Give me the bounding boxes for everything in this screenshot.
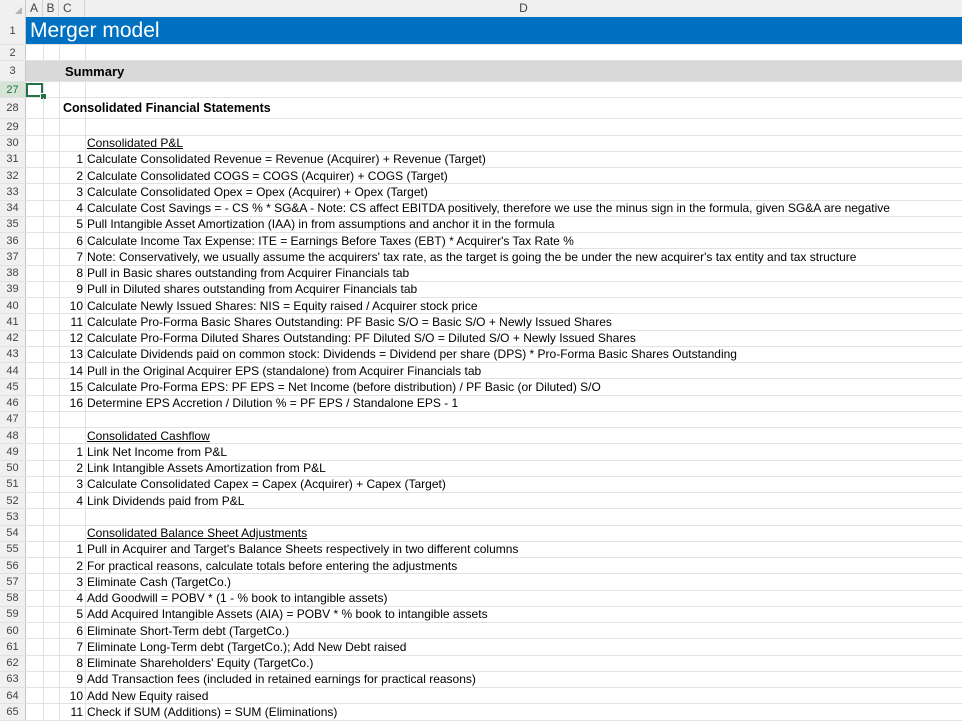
sheet-row [0, 672, 962, 688]
column-gridline [85, 591, 86, 606]
sheet-row [0, 201, 962, 217]
column-gridline [59, 526, 60, 541]
column-gridline [43, 152, 44, 167]
sheet-row [0, 542, 962, 558]
sheet-row [0, 217, 962, 233]
step-number-cell[interactable]: 9 [76, 282, 83, 297]
sheet-row [0, 45, 962, 61]
sheet-row [0, 428, 962, 444]
sheet-row [0, 444, 962, 460]
row-header[interactable]: 62 [0, 656, 26, 671]
sheet-row [0, 119, 962, 135]
sheet-row [0, 412, 962, 428]
step-description-cell[interactable]: Link Intangible Assets Amortization from P&L [87, 461, 326, 476]
subsection-heading[interactable]: Consolidated Cashflow [87, 428, 210, 443]
row-header[interactable]: 56 [0, 558, 26, 573]
step-number-cell[interactable]: 14 [69, 363, 83, 378]
column-gridline [43, 672, 44, 687]
column-gridline [85, 45, 86, 60]
row-header[interactable]: 41 [0, 314, 26, 329]
step-description-cell[interactable]: Pull in Acquirer and Target's Balance Sheets respectively in two different columns [87, 542, 519, 557]
column-gridline [43, 526, 44, 541]
column-gridline [85, 217, 86, 232]
step-description-cell[interactable]: Link Net Income from P&L [87, 444, 228, 459]
column-header-c[interactable]: C [59, 0, 85, 17]
sheet-row [0, 574, 962, 590]
step-number-cell[interactable]: 3 [76, 477, 83, 492]
step-number-cell[interactable]: 3 [76, 574, 83, 589]
row-header[interactable]: 63 [0, 672, 26, 687]
step-description-cell[interactable]: Calculate Pro-Forma EPS: PF EPS = Net Income (before distribution) / PF Basic (or Diluted) S/O [87, 379, 601, 394]
row-header[interactable]: 29 [0, 119, 26, 134]
column-gridline [85, 444, 86, 459]
step-description-cell[interactable]: For practical reasons, calculate totals before entering the adjustments [87, 558, 458, 573]
row-header[interactable]: 35 [0, 217, 26, 232]
column-gridline [85, 136, 86, 151]
step-number-cell[interactable]: 6 [76, 233, 83, 248]
step-number-cell[interactable]: 8 [76, 656, 83, 671]
row-header[interactable]: 58 [0, 591, 26, 606]
step-number-cell[interactable]: 9 [76, 672, 83, 687]
column-gridline [43, 428, 44, 443]
column-gridline [85, 526, 86, 541]
column-gridline [43, 477, 44, 492]
sheet-row [0, 363, 962, 379]
column-gridline [85, 672, 86, 687]
sheet-row [0, 61, 962, 82]
sheet-title[interactable]: Merger model [30, 18, 160, 42]
column-header-a[interactable]: A [26, 0, 43, 17]
column-gridline [43, 249, 44, 264]
row-header[interactable]: 30 [0, 136, 26, 151]
sheet-row [0, 591, 962, 607]
column-gridline [85, 542, 86, 557]
row-header[interactable]: 33 [0, 184, 26, 199]
step-description-cell[interactable]: Pull in the Original Acquirer EPS (standalone) from Acquirer Financials tab [87, 363, 482, 378]
column-gridline [43, 688, 44, 703]
step-number-cell[interactable]: 11 [70, 314, 83, 329]
column-gridline [85, 363, 86, 378]
sheet-row [0, 526, 962, 542]
column-gridline [85, 461, 86, 476]
column-gridline [43, 331, 44, 346]
step-description-cell[interactable]: Add New Equity raised [87, 688, 209, 703]
step-description-cell[interactable]: Calculate Pro-Forma Diluted Shares Outstanding: PF Diluted S/O = Diluted S/O + Newly Issued Shares [87, 331, 636, 346]
column-gridline [43, 574, 44, 589]
column-gridline [85, 607, 86, 622]
step-description-cell[interactable]: Add Goodwill = POBV * (1 - % book to intangible assets) [87, 591, 388, 606]
sheet-row [0, 558, 962, 574]
section-heading[interactable]: Consolidated Financial Statements [63, 101, 271, 116]
row-header[interactable]: 36 [0, 233, 26, 248]
column-gridline [59, 98, 60, 118]
row-header[interactable]: 1 [0, 17, 26, 44]
select-all-triangle-icon [15, 7, 22, 14]
column-gridline [85, 184, 86, 199]
subsection-heading[interactable]: Consolidated Balance Sheet Adjustments [87, 526, 308, 541]
column-gridline [85, 688, 86, 703]
step-description-cell[interactable]: Calculate Newly Issued Shares: NIS = Equity raised / Acquirer stock price [87, 298, 478, 313]
column-gridline [43, 298, 44, 313]
column-gridline [43, 217, 44, 232]
step-description-cell[interactable]: Check if SUM (Additions) = SUM (Eliminations) [87, 704, 338, 719]
step-number-cell[interactable]: 4 [76, 591, 83, 606]
column-gridline [43, 444, 44, 459]
step-description-cell[interactable]: Calculate Consolidated Capex = Capex (Acquirer) + Capex (Target) [87, 477, 446, 492]
column-gridline [43, 461, 44, 476]
column-gridline [85, 704, 86, 719]
sheet-row [0, 607, 962, 623]
column-gridline [43, 98, 44, 118]
column-gridline [85, 639, 86, 654]
sheet-grid[interactable] [0, 17, 962, 721]
row-header[interactable]: 52 [0, 493, 26, 508]
step-description-cell[interactable]: Calculate Consolidated Opex = Opex (Acquirer) + Opex (Target) [87, 184, 428, 199]
sheet-row [0, 184, 962, 200]
column-gridline [43, 201, 44, 216]
column-gridline [43, 379, 44, 394]
sheet-row [0, 623, 962, 639]
step-number-cell[interactable]: 15 [69, 379, 83, 394]
sheet-row [0, 98, 962, 119]
row-header[interactable]: 64 [0, 688, 26, 703]
column-gridline [43, 656, 44, 671]
step-description-cell[interactable]: Determine EPS Accretion / Dilution % = PF EPS / Standalone EPS - 1 [87, 396, 459, 411]
step-description-cell[interactable]: Calculate Income Tax Expense: ITE = Earnings Before Taxes (EBT) * Acquirer's Tax Rate % [87, 233, 574, 248]
column-gridline [43, 704, 44, 719]
step-number-cell[interactable]: 3 [76, 184, 83, 199]
sheet-row [0, 168, 962, 184]
select-all-corner[interactable] [0, 0, 26, 17]
row-header[interactable]: 57 [0, 574, 26, 589]
column-gridline [43, 45, 44, 60]
step-number-cell[interactable]: 2 [76, 168, 83, 183]
row-header[interactable]: 27 [0, 82, 26, 97]
row-header[interactable]: 59 [0, 607, 26, 622]
step-number-cell[interactable]: 7 [76, 249, 83, 264]
column-gridline [43, 136, 44, 151]
sheet-row [0, 17, 962, 45]
sheet-row [0, 136, 962, 152]
column-gridline [59, 82, 60, 97]
row-header[interactable]: 60 [0, 623, 26, 638]
step-description-cell[interactable]: Calculate Pro-Forma Basic Shares Outstanding: PF Basic S/O = Basic S/O + Newly Issued Shares [87, 314, 612, 329]
step-number-cell[interactable]: 12 [69, 331, 83, 346]
column-gridline [43, 509, 44, 524]
column-gridline [59, 119, 60, 134]
step-description-cell[interactable]: Calculate Consolidated Revenue = Revenue (Acquirer) + Revenue (Target) [87, 152, 486, 167]
column-header-d[interactable]: D [519, 1, 528, 15]
column-header-bar [0, 0, 962, 18]
column-gridline [85, 119, 86, 134]
row-header[interactable]: 42 [0, 331, 26, 346]
step-number-cell[interactable]: 10 [69, 688, 83, 703]
step-description-cell[interactable]: Note: Conservatively, we usually assume the acquirers' tax rate, as the target is going the be under the new acquirer's tax entity and tax structure [87, 249, 857, 264]
row-header[interactable]: 40 [0, 298, 26, 313]
column-gridline [43, 558, 44, 573]
sheet-row [0, 331, 962, 347]
subsection-heading[interactable]: Consolidated P&L [87, 136, 184, 151]
step-description-cell[interactable]: Pull in Basic shares outstanding from Acquirer Financials tab [87, 266, 410, 281]
column-gridline [85, 82, 86, 97]
column-gridline [59, 45, 60, 60]
sheet-row [0, 704, 962, 720]
column-gridline [85, 379, 86, 394]
step-number-cell[interactable]: 5 [76, 607, 83, 622]
column-gridline [59, 412, 60, 427]
row-header[interactable]: 28 [0, 98, 26, 118]
step-number-cell[interactable]: 4 [76, 493, 83, 508]
column-gridline [85, 347, 86, 362]
step-description-cell[interactable]: Add Acquired Intangible Assets (AIA) = POBV * % book to intangible assets [87, 607, 488, 622]
column-gridline [43, 493, 44, 508]
sheet-row [0, 656, 962, 672]
column-gridline [59, 509, 60, 524]
step-number-cell[interactable]: 2 [76, 558, 83, 573]
row-header[interactable]: 53 [0, 509, 26, 524]
row-header[interactable]: 50 [0, 461, 26, 476]
column-gridline [85, 282, 86, 297]
column-gridline [43, 233, 44, 248]
column-gridline [85, 331, 86, 346]
step-description-cell[interactable]: Eliminate Long-Term debt (TargetCo.); Add New Debt raised [87, 639, 407, 654]
row-header[interactable]: 32 [0, 168, 26, 183]
column-gridline [43, 396, 44, 411]
row-header[interactable]: 3 [0, 61, 26, 81]
sheet-row [0, 493, 962, 509]
sheet-row [0, 509, 962, 525]
row-header[interactable]: 48 [0, 428, 26, 443]
column-header-b[interactable]: B [43, 0, 59, 17]
column-gridline [85, 428, 86, 443]
step-description-cell[interactable]: Pull in Diluted shares outstanding from Acquirer Financials tab [87, 282, 418, 297]
sheet-row [0, 249, 962, 265]
column-gridline [85, 201, 86, 216]
row-header[interactable]: 38 [0, 266, 26, 281]
summary-heading[interactable]: Summary [65, 63, 125, 79]
column-gridline [85, 656, 86, 671]
step-number-cell[interactable]: 6 [76, 623, 83, 638]
row-header[interactable]: 54 [0, 526, 26, 541]
step-number-cell[interactable]: 5 [76, 217, 83, 232]
column-gridline [85, 249, 86, 264]
column-gridline [85, 412, 86, 427]
step-number-cell[interactable]: 1 [76, 542, 83, 557]
step-number-cell[interactable]: 1 [76, 444, 83, 459]
column-gridline [43, 542, 44, 557]
sheet-row [0, 298, 962, 314]
step-number-cell[interactable]: 10 [69, 298, 83, 313]
row-header[interactable]: 2 [0, 45, 26, 60]
column-gridline [85, 152, 86, 167]
column-gridline [43, 314, 44, 329]
row-header[interactable]: 47 [0, 412, 26, 427]
column-gridline [43, 347, 44, 362]
sheet-row [0, 233, 962, 249]
row-header[interactable]: 39 [0, 282, 26, 297]
step-number-cell[interactable]: 8 [76, 266, 83, 281]
column-gridline [85, 477, 86, 492]
column-gridline [59, 136, 60, 151]
column-gridline [43, 591, 44, 606]
sheet-row [0, 282, 962, 298]
column-gridline [43, 363, 44, 378]
column-gridline [85, 623, 86, 638]
step-number-cell[interactable]: 16 [69, 396, 83, 411]
row-header[interactable]: 31 [0, 152, 26, 167]
column-gridline [43, 266, 44, 281]
step-description-cell[interactable]: Eliminate Short-Term debt (TargetCo.) [87, 623, 290, 638]
column-gridline [85, 574, 86, 589]
column-gridline [43, 607, 44, 622]
column-gridline [85, 298, 86, 313]
column-gridline [43, 639, 44, 654]
step-description-cell[interactable]: Calculate Consolidated COGS = COGS (Acquirer) + COGS (Target) [87, 168, 448, 183]
sheet-row [0, 314, 962, 330]
column-gridline [43, 282, 44, 297]
row-header[interactable]: 65 [0, 704, 26, 719]
row-header[interactable]: 34 [0, 201, 26, 216]
sheet-row [0, 379, 962, 395]
column-gridline [85, 233, 86, 248]
column-gridline [85, 396, 86, 411]
step-number-cell[interactable]: 11 [70, 704, 83, 719]
sheet-row [0, 82, 962, 98]
step-number-cell[interactable]: 13 [69, 347, 83, 362]
step-description-cell[interactable]: Eliminate Cash (TargetCo.) [87, 574, 232, 589]
step-description-cell[interactable]: Eliminate Shareholders' Equity (TargetCo.) [87, 656, 314, 671]
column-gridline [43, 623, 44, 638]
row-header[interactable]: 45 [0, 379, 26, 394]
column-gridline [43, 119, 44, 134]
step-number-cell[interactable]: 4 [76, 201, 83, 216]
column-gridline [43, 184, 44, 199]
step-description-cell[interactable]: Pull Intangible Asset Amortization (IAA) in from assumptions and anchor it in the formula [87, 217, 555, 232]
step-description-cell[interactable]: Calculate Dividends paid on common stock: Dividends = Dividend per share (DPS) * Pro-Forma Basic Shares Outstanding [87, 347, 737, 362]
column-gridline [85, 168, 86, 183]
sheet-row [0, 688, 962, 704]
column-gridline [59, 428, 60, 443]
sheet-row [0, 461, 962, 477]
sheet-row [0, 396, 962, 412]
step-number-cell[interactable]: 1 [76, 152, 83, 167]
step-number-cell[interactable]: 7 [76, 639, 83, 654]
row-header[interactable]: 51 [0, 477, 26, 492]
sheet-row [0, 266, 962, 282]
column-gridline [85, 314, 86, 329]
sheet-row [0, 152, 962, 168]
column-gridline [85, 558, 86, 573]
step-description-cell[interactable]: Link Dividends paid from P&L [87, 493, 245, 508]
row-header[interactable]: 44 [0, 363, 26, 378]
column-gridline [85, 266, 86, 281]
sheet-row [0, 477, 962, 493]
sheet-row [0, 347, 962, 363]
row-header[interactable]: 46 [0, 396, 26, 411]
column-gridline [85, 493, 86, 508]
row-header[interactable]: 55 [0, 542, 26, 557]
row-header[interactable]: 49 [0, 444, 26, 459]
step-number-cell[interactable]: 2 [76, 461, 83, 476]
column-gridline [43, 168, 44, 183]
row-header[interactable]: 43 [0, 347, 26, 362]
column-gridline [43, 412, 44, 427]
step-description-cell[interactable]: Calculate Cost Savings = - CS % * SG&A - Note: CS affect EBITDA positively, therefore we use the minus sign in the formula, given SG&A are negative [87, 201, 890, 216]
row-header[interactable]: 61 [0, 639, 26, 654]
step-description-cell[interactable]: Add Transaction fees (included in retained earnings for practical reasons) [87, 672, 476, 687]
sheet-row [0, 639, 962, 655]
row-header[interactable]: 37 [0, 249, 26, 264]
column-gridline [85, 509, 86, 524]
